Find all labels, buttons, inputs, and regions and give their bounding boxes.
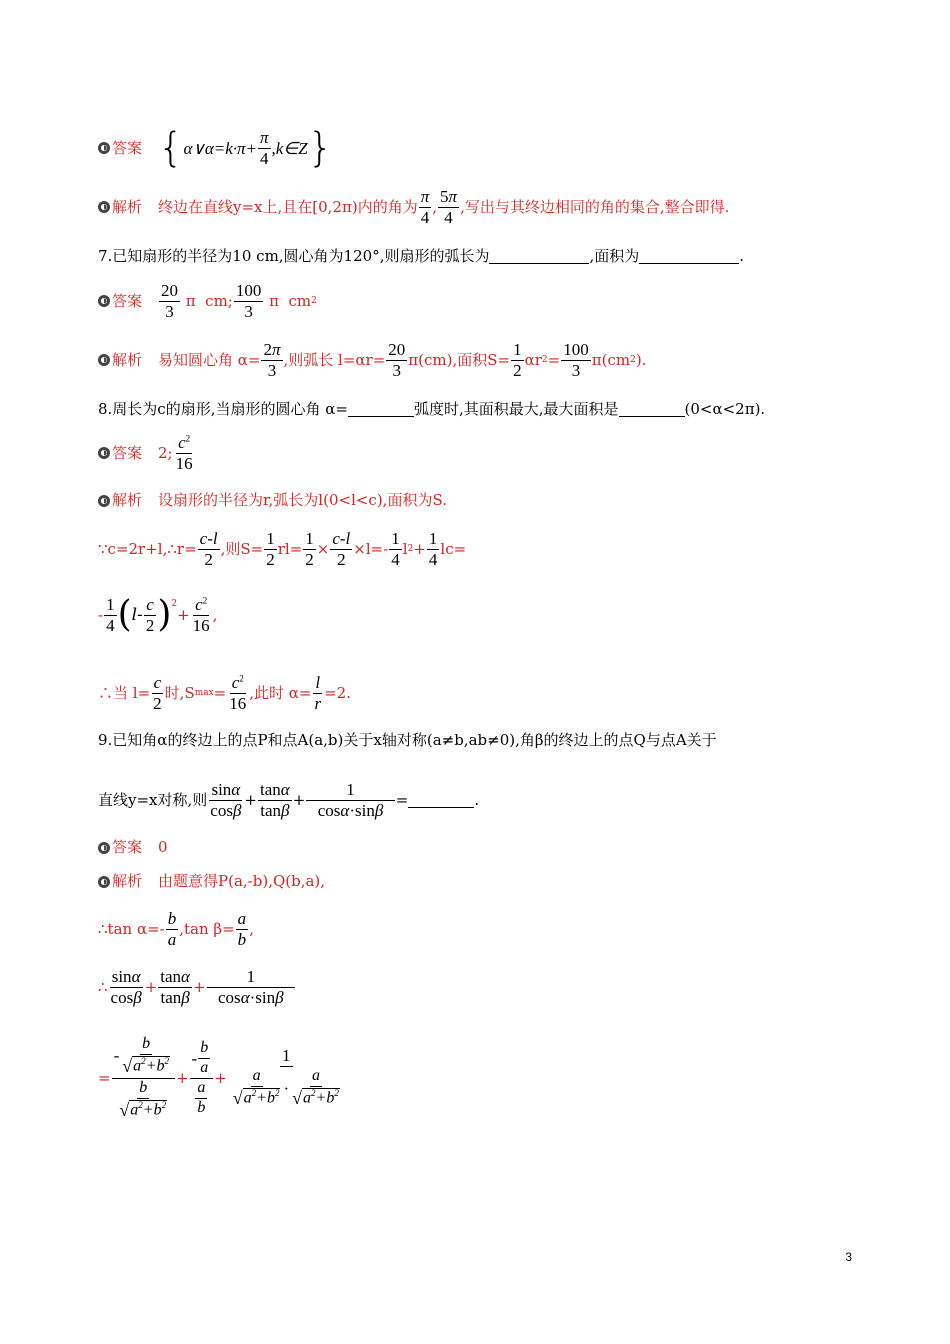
q6-analysis: [98, 188, 729, 227]
gear-icon: ◐: [98, 876, 110, 888]
q9-analysis-4: = - b √ $a^2+b^2$ b √ $a^2+b^2$ + - $\frac{b}{a}$ $\frac{a}{b}$ + 1 a √ $a^2+b^2$ · a √ $a^2+b^2$: [98, 1035, 339, 1120]
page-number: 3: [845, 1250, 852, 1264]
gear-icon: ◐: [98, 201, 110, 213]
answer-label: ◐ 答案: [98, 294, 142, 309]
q8-answer: [98, 434, 196, 473]
answer-label: ◐ 答案: [98, 141, 142, 156]
q6-answer: [98, 125, 334, 171]
q8-analysis-2: ∵c=2r+l,∴r= $\frac{c-l}{2}$ ,则S= $\frac{1}{2}$ rl= $\frac{1}{2}$ × $\frac{c-l}{2}$ ×l=- $\frac{1}{4}$ l 2 + $\frac{1}{4}$ lc=: [98, 529, 467, 569]
q8-answer-text: 2; $\frac{c^2}{16}$: [158, 433, 193, 473]
q7-analysis-text: 易知圆心角 α= $\frac{2\pi}{3}$ ,则弧长 l=αr= $\frac{20}{3}$ π(cm),面积S= $\frac{1}{2}$ αr 2 = $\frac{100}{3}$ π(cm 2 ).: [158, 340, 647, 380]
q9-analysis-3: ∴ $\frac{\sin\alpha}{\cos\beta}$ + $\frac{\tan\alpha}{\tan\beta}$ + $\frac{1}{\cos\alpha\cdot\sin\beta}$: [98, 968, 296, 1007]
gear-icon: ◐: [98, 354, 110, 366]
q8-analysis-1: ◐ 解析 设扇形的半径为r,弧长为l(0<l<c),面积为S.: [98, 493, 447, 508]
gear-icon: ◐: [98, 142, 110, 154]
answer-label: ◐ 答案: [98, 446, 142, 461]
q6-analysis-text: 终边在直线y=x上,且在[0,2π)内的角为 $\frac{\pi}{4}$ , $\frac{5\pi}{4}$ ,写出与其终边相同的角的集合,整合即得.: [158, 187, 730, 227]
q6-answer-text: { α∨α=k·π+ $\frac{\pi}{4}$ ,k∈Z }: [158, 125, 334, 171]
analysis-label: ◐ 解析: [98, 200, 142, 215]
answer-label: ◐ 答案: [98, 840, 142, 855]
q9-analysis-2: ∴tan α=- $\frac{b}{a}$ ,tan β= $\frac{a}{b}$ ,: [98, 909, 254, 949]
analysis-label: ◐ 解析: [98, 874, 142, 889]
q9-answer: ◐ 答案 0: [98, 840, 168, 855]
q7-question: 7.已知扇形的半径为10 cm,圆心角为120°,则扇形的弧长为 ,面积为 .: [98, 247, 745, 265]
q7-answer-text: $\frac{20}{3}$ π cm; $\frac{100}{3}$ π cm 2: [161, 281, 317, 321]
analysis-label: ◐ 解析: [98, 353, 142, 368]
analysis-label: ◐ 解析: [98, 493, 142, 508]
gear-icon: ◐: [98, 842, 110, 854]
gear-icon: ◐: [98, 295, 110, 307]
gear-icon: ◐: [98, 447, 110, 459]
q9-question-2: 直线y=x对称,则 $\frac{\sin\alpha}{\cos\beta}$ + $\frac{\tan\alpha}{\tan\beta}$ + $\frac{1}{\cos\alpha\cdot\sin\beta}$ = .: [98, 780, 480, 820]
q8-question: 8.周长为c的扇形,当扇形的圆心角 α= 弧度时,其面积最大,最大面积是 (0<α<2π).: [98, 400, 766, 418]
q7-analysis: [98, 341, 646, 380]
gear-icon: ◐: [98, 495, 110, 507]
q9-question-1: 9.已知角α的终边上的点P和点A(a,b)关于x轴对称(a≠b,ab≠0),角β的终边上的点Q与点A关于: [98, 731, 717, 749]
q8-analysis-4: ∴当 l= $\frac{c}{2}$ 时,S max = $\frac{c^2}{16}$ ,此时 α= $\frac{l}{r}$ =2.: [98, 673, 351, 713]
q9-analysis-1: ◐ 解析 由题意得P(a,-b),Q(b,a),: [98, 874, 325, 889]
q7-answer: [98, 282, 317, 321]
q8-analysis-3: - $\frac{1}{4}$ ( l- $\frac{c}{2}$ ) $^2$ + $\frac{c^2}{16}$ ,: [98, 594, 218, 636]
